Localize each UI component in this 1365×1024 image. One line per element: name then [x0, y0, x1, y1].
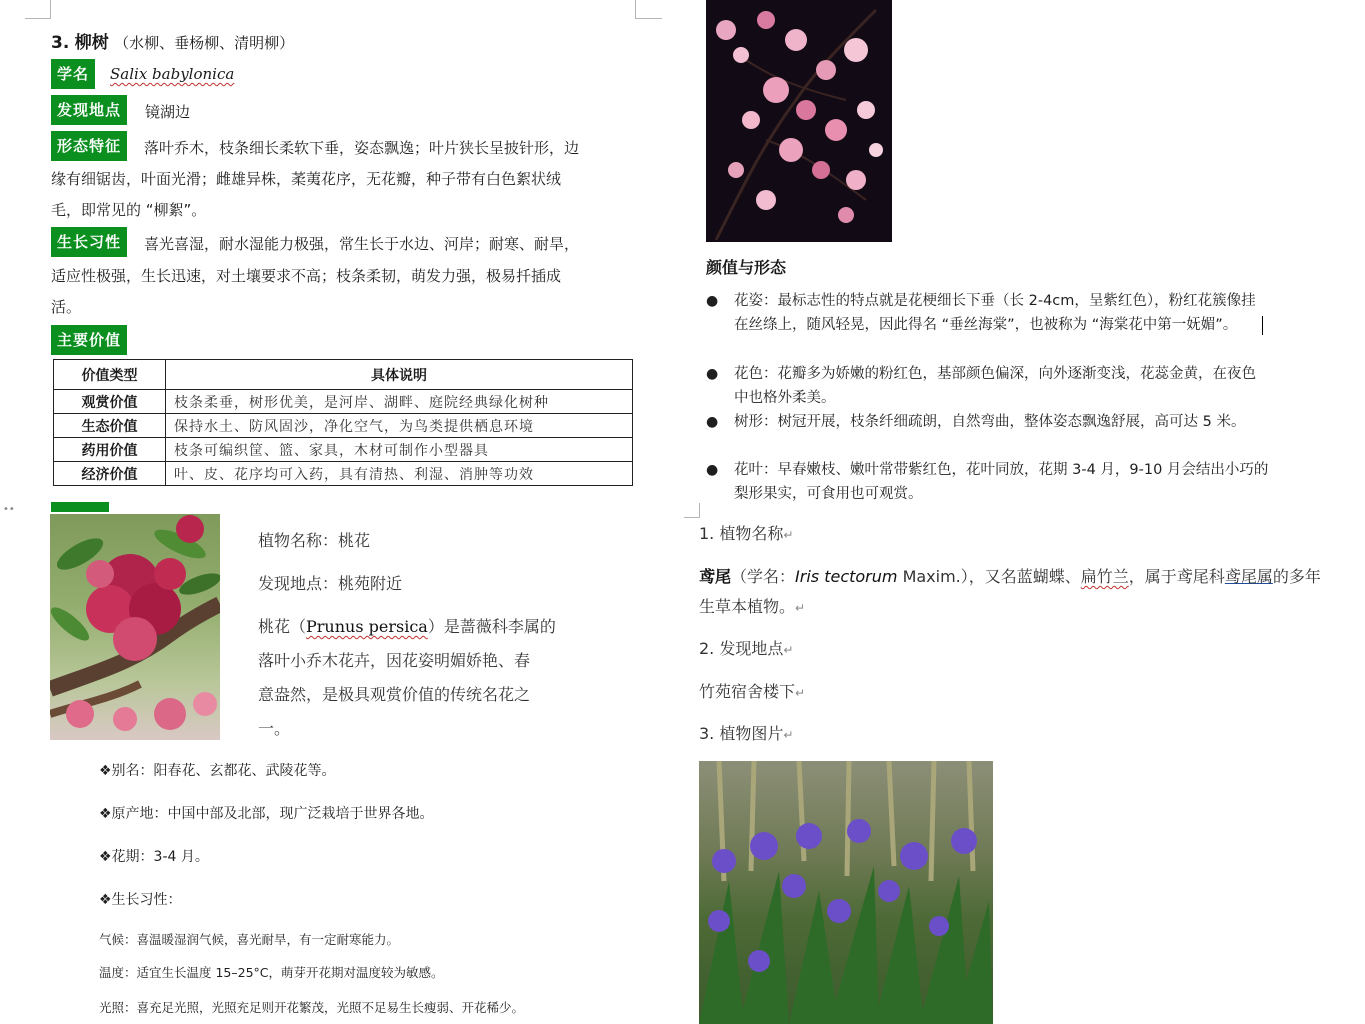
- iris-desc-b: Maxim.），又名蓝蝴蝶、: [897, 567, 1081, 586]
- value-table: [53, 359, 633, 486]
- iris-name: 鸢尾: [699, 567, 732, 586]
- peach-temperature: 温度：适宜生长温度 15–25°C，萌芽开花期对温度较为敏感。: [99, 965, 444, 980]
- bullet-text: 花叶：早春嫩枝、嫩叶常带紫红色，花叶同放，花期 3-4 月，9-10 月会结出小巧的梨形果实，可食用也可观赏。: [734, 462, 1269, 502]
- table-row: [54, 390, 633, 414]
- habit-line-2: 适应性极强，生长迅速，对土壤要求不高；枝条柔韧，萌发力强，极易扦插成: [51, 267, 562, 285]
- peach-desc-line-1: [258, 614, 556, 637]
- peach-bloom: ❖花期：3-4 月。: [99, 849, 209, 865]
- table-row: [54, 414, 633, 438]
- green-strip: [51, 502, 109, 512]
- iris-scientific-name: Iris tectorum: [795, 567, 898, 586]
- peach-scientific-name: Prunus persica: [306, 617, 428, 636]
- section-title: 颜值与形态: [706, 258, 787, 277]
- iris-desc-line2: 生草本植物。: [699, 597, 796, 616]
- table-header-type: 价值类型: [54, 360, 166, 390]
- peach-blossom-photo: [50, 514, 220, 740]
- iris-desc-f: 的多年: [1272, 567, 1321, 586]
- iris-item-2: [699, 636, 793, 659]
- crabapple-photo-art: [706, 0, 892, 242]
- paragraph-mark: ↵: [795, 686, 806, 700]
- table-cell-type: 观赏价值: [54, 390, 166, 414]
- peach-alias: ❖别名：阳春花、玄都花、武陵花等。: [99, 763, 336, 779]
- morph-line-3: 毛，即常见的 “柳絮”。: [51, 201, 207, 219]
- iris-item-2-label: 2. 发现地点: [699, 639, 784, 658]
- tag-main-value: 主要价值: [51, 325, 127, 355]
- table-cell-detail: 保持水土、防风固沙，净化空气，为鸟类提供栖息环境: [166, 414, 633, 438]
- table-row: [54, 438, 633, 462]
- bullet-tree-shape: [706, 410, 1266, 458]
- table-cell-type: 药用价值: [54, 438, 166, 462]
- crop-mark-right-page: [684, 503, 700, 518]
- iris-desc-a: （学名：: [731, 567, 796, 586]
- table-header-row: [54, 360, 633, 390]
- paragraph-mark: ↵: [783, 728, 794, 742]
- paragraph-mark: ↵: [783, 643, 794, 657]
- location-value: 镜湖边: [145, 103, 191, 121]
- peach-name-line: 植物名称：桃花: [258, 531, 371, 550]
- iris-desc-d: ，属于鸢尾科: [1128, 567, 1225, 586]
- tag-morphology: 形态特征: [51, 131, 127, 161]
- crabapple-night-photo: [706, 0, 892, 242]
- paragraph-mark: ↵: [783, 528, 794, 542]
- bullet-flower-leaf: [706, 458, 1269, 506]
- bullet-text: 花色：花瓣多为娇嫩的粉红色，基部颜色偏深，向外逐渐变浅，花蕊金黄，在夜色中也格外柔美。: [734, 366, 1256, 406]
- bullet-dot: ●: [706, 462, 719, 478]
- bullet-dot: ●: [706, 366, 719, 382]
- morph-line-2: 缘有细锯齿，叶面光滑；雌雄异株，葇荑花序，无花瓣，种子带有白色絮状绒: [51, 170, 562, 188]
- table-cell-type: 生态价值: [54, 414, 166, 438]
- table-cell-detail: 叶、皮、花序均可入药，具有清热、利湿、消肿等功效: [166, 462, 633, 486]
- heading-alias: （水柳、垂杨柳、清明柳）: [114, 34, 295, 52]
- peach-habit-heading: ❖生长习性：: [99, 892, 182, 908]
- heading-number: 3.: [51, 33, 70, 53]
- table-header-detail: 具体说明: [166, 360, 633, 390]
- iris-desc-c: 扁竹兰: [1080, 567, 1129, 586]
- iris-item-3-label: 3. 植物图片: [699, 724, 784, 743]
- peach-climate: 气候：喜温暖湿润气候，喜光耐旱，有一定耐寒能力。: [99, 932, 400, 947]
- table-cell-detail: 枝条可编织筐、篮、家具，木材可制作小型器具: [166, 438, 633, 462]
- tag-location: 发现地点: [51, 95, 127, 125]
- table-cell-detail: 枝条柔垂，树形优美，是河岸、湖畔、庭院经典绿化树种: [166, 390, 633, 414]
- habit-line-1: 喜光喜湿，耐水湿能力极强，常生长于水边、河岸；耐寒、耐旱，: [144, 235, 580, 253]
- tag-growth-habit: 生长习性: [51, 227, 127, 257]
- bullet-text: 树形：树冠开展，枝条纤细疏朗，自然弯曲，整体姿态飘逸舒展，高可达 5 米。: [734, 414, 1246, 430]
- bullet-text: 花姿：最标志性的特点就是花梗细长下垂（长 2-4cm，呈紫红色），粉红花簇像挂在丝绦上，随风轻晃，因此得名 “垂丝海棠”，也被称为 “海棠花中第一妩媚”。: [734, 293, 1256, 333]
- peach-photo-art: [50, 514, 220, 740]
- iris-item-1-label: 1. 植物名称: [699, 524, 784, 543]
- tag-scientific-name: 学名: [51, 59, 95, 89]
- morph-line-1: 落叶乔木，枝条细长柔软下垂，姿态飘逸；叶片狭长呈披针形，边: [144, 139, 580, 157]
- table-cell-type: 经济价值: [54, 462, 166, 486]
- iris-photo: [699, 761, 993, 1024]
- iris-description-line-1: [699, 564, 1321, 587]
- bullet-flower-posture: [706, 289, 1266, 361]
- bullet-dot: ●: [706, 293, 719, 309]
- margin-dots: ••: [3, 504, 15, 515]
- crop-mark-top-left: [25, 0, 51, 19]
- peach-desc-suffix: ）是蔷薇科李属的: [427, 617, 556, 636]
- iris-genus-link[interactable]: 鸢尾属: [1224, 567, 1273, 586]
- section-heading: [51, 28, 294, 53]
- text-cursor: [1262, 316, 1263, 335]
- peach-desc-prefix: 桃花（: [258, 617, 307, 636]
- table-row: [54, 462, 633, 486]
- habit-line-3: 活。: [51, 298, 82, 316]
- iris-location: [699, 679, 805, 702]
- iris-description-line-2: [699, 594, 805, 617]
- iris-photo-art: [699, 761, 993, 1024]
- bullet-dot: ●: [706, 414, 719, 430]
- peach-desc-line-2: 落叶小乔木花卉，因花姿明媚娇艳、春: [258, 651, 531, 670]
- iris-item-1: [699, 521, 793, 544]
- heading-plant-name: 柳树: [74, 33, 109, 53]
- peach-desc-line-3: 意盎然，是极具观赏价值的传统名花之: [258, 685, 531, 704]
- iris-item-3: [699, 721, 793, 744]
- peach-light: 光照：喜充足光照，光照充足则开花繁茂，光照不足易生长瘦弱、开花稀少。: [99, 1000, 525, 1015]
- crop-mark-top-right: [635, 0, 662, 19]
- peach-origin: ❖原产地：中国中部及北部，现广泛栽培于世界各地。: [99, 806, 434, 822]
- paragraph-mark: ↵: [795, 601, 806, 615]
- scientific-name: Salix babylonica: [110, 65, 235, 83]
- peach-location-line: 发现地点：桃苑附近: [258, 574, 403, 593]
- iris-location-value: 竹苑宿舍楼下: [699, 682, 796, 701]
- bullet-flower-color: [706, 362, 1266, 410]
- peach-desc-line-4: 一。: [258, 719, 291, 738]
